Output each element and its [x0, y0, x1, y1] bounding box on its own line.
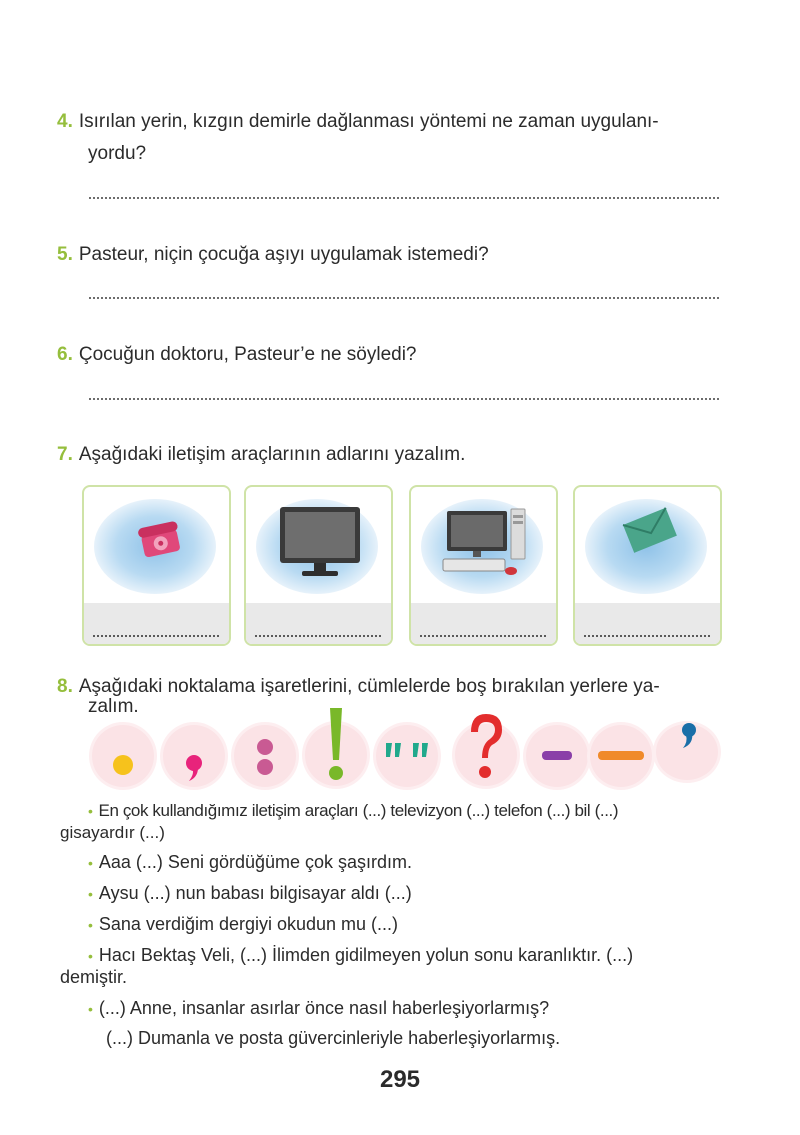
question-5 — [57, 243, 489, 267]
sentence-2 — [88, 852, 412, 874]
sentence-text: Sana verdiğim dergiyi okudun mu (...) — [98, 914, 399, 934]
question-text-continued: yordu? — [88, 143, 147, 164]
sentence-text-continued: (...) Dumanla ve posta güvercinleriyle haberleşiyorlarmış. — [106, 1028, 561, 1048]
punctuation-colon — [234, 725, 296, 787]
question-mark-icon — [455, 710, 517, 786]
bullet: • — [88, 948, 93, 964]
device-card-computer — [409, 485, 558, 646]
page-number: 295 — [379, 1066, 421, 1093]
punctuation-dash — [526, 725, 588, 787]
hyphen-icon — [590, 725, 652, 787]
answer-line[interactable] — [92, 634, 220, 638]
question-text: Pasteur, niçin çocuğa aşıyı uygulamak istemedi? — [78, 244, 489, 265]
sentence-text: En çok kullandığımız iletişim araçları (...) televizyon (...) telefon (...) bil (...) — [98, 801, 619, 820]
sentence-6 — [88, 998, 549, 1020]
question-8 — [57, 675, 660, 699]
envelope-icon — [575, 487, 720, 602]
sentence-text: Aaa (...) Seni gördüğüme çok şaşırdım. — [98, 852, 413, 872]
period-icon — [92, 725, 154, 787]
question-text: Isırılan yerin, kızgın demirle dağlanması yöntemi ne zaman uygulanı- — [78, 111, 659, 132]
punctuation-question-mark — [455, 710, 517, 786]
question-7 — [57, 443, 465, 467]
question-number: 4. — [57, 111, 73, 132]
television-icon — [246, 487, 391, 602]
bullet: • — [88, 1001, 93, 1017]
apostrophe-icon — [656, 718, 718, 780]
question-text: Aşağıdaki iletişim araçlarının adlarını yazalım. — [78, 444, 466, 465]
sentence-text: Aysu (...) nun babası bilgisayar aldı (...) — [98, 883, 412, 903]
device-card-television — [244, 485, 393, 646]
punctuation-quotation-marks — [376, 725, 438, 787]
sentence-text: Hacı Bektaş Veli, (...) İlimden gidilmeyen yolun sonu karanlıktır. (...) — [98, 945, 634, 965]
answer-line[interactable] — [88, 196, 720, 202]
dash-icon — [526, 725, 588, 787]
sentence-1 — [88, 801, 618, 821]
punctuation-comma — [163, 725, 225, 787]
question-text-continued: zalım. — [88, 696, 139, 717]
bullet: • — [88, 886, 93, 902]
question-number: 5. — [57, 244, 73, 265]
question-6 — [57, 343, 417, 367]
sentence-5 — [88, 945, 633, 967]
punctuation-period — [92, 725, 154, 787]
bullet: • — [88, 855, 93, 871]
question-text: Aşağıdaki noktalama işaretlerini, cümlelerde boş bırakılan yerlere ya- — [78, 676, 660, 697]
question-number: 8. — [57, 676, 73, 697]
device-card-envelope — [573, 485, 722, 646]
colon-icon — [234, 725, 296, 787]
answer-line[interactable] — [254, 634, 382, 638]
sentence-text-continued: gisayardır (...) — [60, 823, 165, 842]
answer-line[interactable] — [583, 634, 711, 638]
comma-icon — [163, 725, 225, 787]
quotation-marks-icon — [376, 725, 438, 787]
computer-icon — [411, 487, 556, 602]
telephone-icon — [84, 487, 229, 602]
bullet: • — [88, 803, 93, 819]
punctuation-apostrophe — [656, 718, 718, 780]
answer-line[interactable] — [419, 634, 547, 638]
sentence-text: (...) Anne, insanlar asırlar önce nasıl haberleşiyorlarmış? — [98, 998, 550, 1018]
question-number: 7. — [57, 444, 73, 465]
sentence-text-continued: demiştir. — [60, 967, 128, 987]
question-4 — [57, 110, 659, 134]
punctuation-exclamation — [305, 706, 367, 786]
sentence-4 — [88, 914, 398, 936]
punctuation-hyphen — [590, 725, 652, 787]
answer-line[interactable] — [88, 296, 720, 302]
sentence-3 — [88, 883, 412, 905]
bullet: • — [88, 917, 93, 933]
question-number: 6. — [57, 344, 73, 365]
answer-line[interactable] — [88, 397, 720, 403]
device-card-telephone — [82, 485, 231, 646]
question-text: Çocuğun doktoru, Pasteur’e ne söyledi? — [78, 344, 417, 365]
exclamation-icon — [305, 706, 367, 786]
